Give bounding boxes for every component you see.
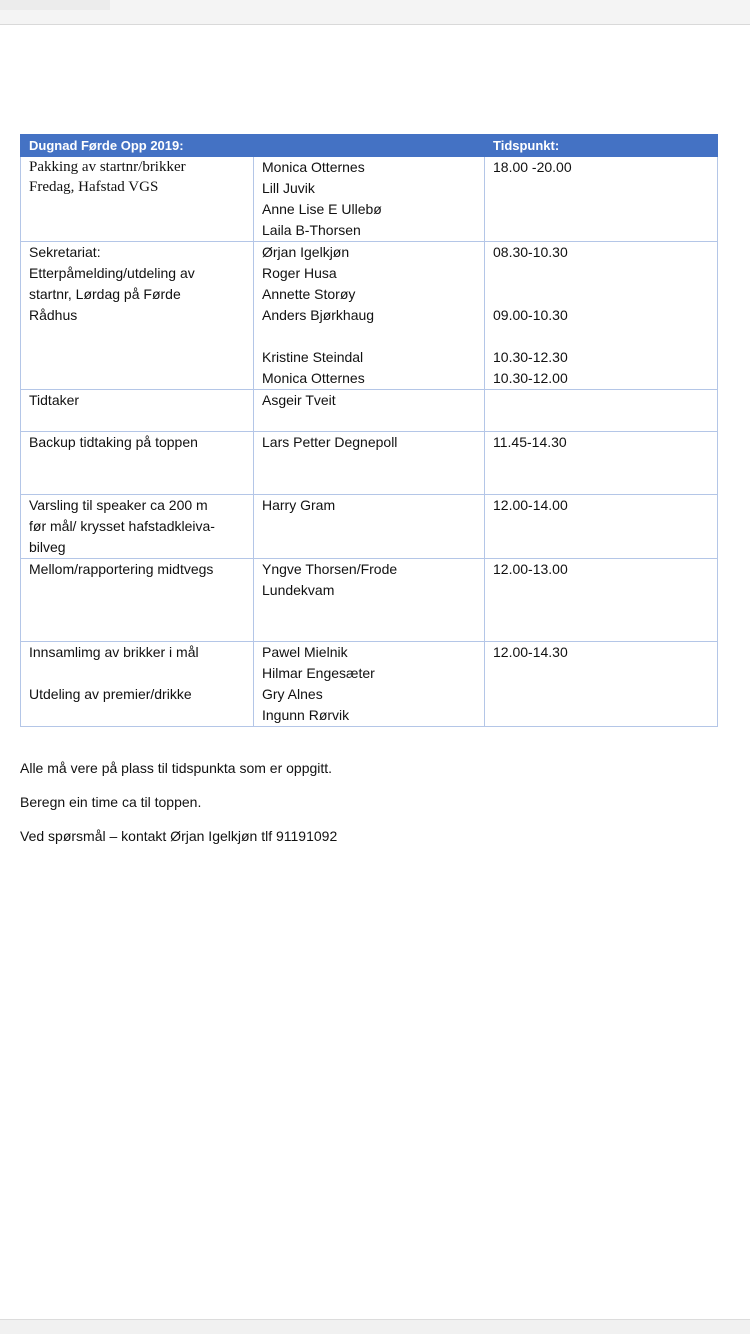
table-row [21, 390, 718, 432]
task-line: startnr, Lørdag på Førde [29, 286, 181, 302]
time-slot: 12.00-13.00 [493, 561, 568, 577]
people-cell [254, 642, 485, 727]
time-cell [485, 559, 718, 642]
person-name: Annette Storøy [262, 286, 356, 302]
task-line: Etterpåmelding/utdeling av [29, 265, 195, 281]
task-line: Fredag, Hafstad VGS [29, 179, 159, 195]
person-name: Roger Husa [262, 265, 337, 281]
header-people [254, 135, 485, 157]
person-name: Yngve Thorsen/Frode [262, 561, 398, 577]
blank-line [262, 326, 476, 347]
person-name: Monica Otternes [262, 159, 365, 175]
task-line: Pakking av startnr/brikker [29, 159, 186, 175]
task-line: Mellom/rapportering midtvegs [29, 561, 214, 577]
table-row [21, 157, 718, 242]
task-line: Utdeling av premier/drikke [29, 686, 192, 702]
table-row [21, 495, 718, 559]
time-cell [485, 390, 718, 432]
person-name: Lars Petter Degnepoll [262, 434, 398, 450]
person-name: Gry Alnes [262, 686, 323, 702]
person-name: Harry Gram [262, 497, 336, 513]
person-name: Ingunn Rørvik [262, 707, 350, 723]
task-cell [21, 642, 254, 727]
time-slot: 11.45-14.30 [493, 434, 567, 450]
time-slot: 12.00-14.30 [493, 644, 568, 660]
people-cell [254, 390, 485, 432]
time-slot: 09.00-10.30 [493, 307, 568, 323]
task-line: før mål/ krysset hafstadkleiva- [29, 518, 215, 534]
time-slot: 10.30-12.00 [493, 370, 568, 386]
blank-line [493, 284, 709, 305]
note-contact: Ved spørsmål – kontakt Ørjan Igelkjøn tlf 91191092 [20, 828, 338, 844]
person-name: Anders Bjørkhaug [262, 307, 375, 323]
bottom-bar [0, 1319, 750, 1334]
time-cell [485, 157, 718, 242]
time-slot: 12.00-14.00 [493, 497, 568, 513]
person-name: Anne Lise E Ullebø [262, 201, 382, 217]
table-row [21, 559, 718, 642]
task-line: Backup tidtaking på toppen [29, 434, 198, 450]
top-bar-tab [0, 0, 110, 10]
header-task: Dugnad Førde Opp 2019: [21, 135, 254, 157]
blank-line [493, 326, 709, 347]
task-line: Innsamlimg av brikker i mål [29, 644, 199, 660]
person-name: Lill Juvik [262, 180, 315, 196]
time-slot: 08.30-10.30 [493, 244, 568, 260]
people-cell [254, 559, 485, 642]
person-name: Ørjan Igelkjøn [262, 244, 350, 260]
person-name: Laila B-Thorsen [262, 222, 361, 238]
person-name: Monica Otternes [262, 370, 365, 386]
task-line: Rådhus [29, 307, 78, 323]
task-cell [21, 495, 254, 559]
top-bar [0, 0, 750, 25]
people-cell [254, 495, 485, 559]
table-row [21, 642, 718, 727]
document-page [0, 25, 750, 1319]
time-cell [485, 642, 718, 727]
time-cell [485, 432, 718, 495]
task-cell [21, 157, 254, 242]
note-arrival: Alle må vere på plass til tidspunkta som er oppgitt. [20, 760, 333, 776]
table-row [21, 242, 718, 390]
time-slot: 10.30-12.30 [493, 349, 568, 365]
people-cell [254, 432, 485, 495]
task-cell [21, 242, 254, 390]
header-time: Tidspunkt: [485, 135, 718, 157]
time-cell [485, 495, 718, 559]
blank-line [29, 663, 245, 684]
task-line: Sekretariat: [29, 244, 101, 260]
notes-section [20, 758, 337, 860]
people-cell [254, 242, 485, 390]
table-header-row [21, 135, 718, 157]
note-travel-time: Beregn ein time ca til toppen. [20, 794, 202, 810]
time-slot: 18.00 -20.00 [493, 159, 572, 175]
person-name: Hilmar Engesæter [262, 665, 375, 681]
person-name: Lundekvam [262, 582, 335, 598]
task-cell [21, 390, 254, 432]
volunteer-schedule-table [20, 134, 718, 727]
person-name: Asgeir Tveit [262, 392, 336, 408]
task-line: Tidtaker [29, 392, 80, 408]
time-cell [485, 242, 718, 390]
person-name: Kristine Steindal [262, 349, 364, 365]
task-cell [21, 432, 254, 495]
task-line: bilveg [29, 539, 66, 555]
blank-line [493, 263, 709, 284]
people-cell [254, 157, 485, 242]
table-row [21, 432, 718, 495]
task-line: Varsling til speaker ca 200 m [29, 497, 208, 513]
person-name: Pawel Mielnik [262, 644, 348, 660]
task-cell [21, 559, 254, 642]
